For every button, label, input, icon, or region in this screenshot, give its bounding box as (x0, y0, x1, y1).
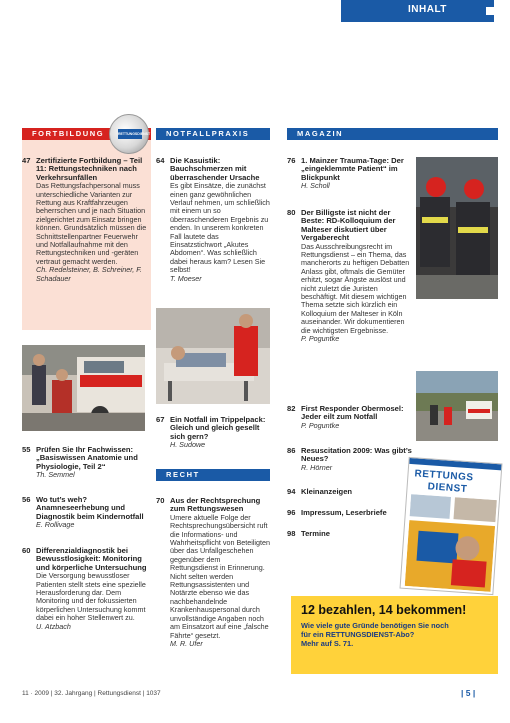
badge-label: RETTUNGSDIENST (118, 129, 142, 139)
page-number: 70 (156, 496, 165, 505)
page-number: 76 (287, 156, 296, 165)
photo-car-rescue (22, 345, 145, 431)
page-number: 98 (287, 529, 296, 538)
entry-author: P. Poguntke (301, 334, 340, 344)
column-magazin (287, 128, 498, 140)
section-header-recht: RECHT (156, 469, 270, 481)
entry-description: Es gibt Einsätze, die zunächst einen ganz gewöhnlichen Verlauf nehmen, um schließlich mit einem un so überraschenderen Ergebnis zu enden. In unserem konkreten Fall lautete das Einsatzstichwort „Akutes Abdomen“. Was schließlich dabei heraus kam? Lesen Sie selbst! (170, 181, 270, 275)
entry-author: R. Hörner (301, 462, 333, 472)
entry-author: Th. Semmel (36, 470, 75, 480)
photo-first-responder (416, 371, 498, 441)
toc-entry-64[interactable] (156, 157, 270, 283)
toc-entry-86[interactable] (287, 447, 413, 472)
issue-footer: 11 · 2009 | 32. Jahrgang | Rettungsdienst | 1037 (22, 690, 161, 697)
section-tab-label: INHALT (408, 4, 447, 15)
entry-author: P. Poguntke (301, 420, 340, 430)
entry-author: E. Rollivage (36, 520, 75, 530)
page-number: 55 (22, 445, 31, 454)
entry-description: Die Versorgung bewusstloser Patienten stellt stets eine spezielle Herausforderung dar. Dem Monitoring und der fokussierten körperlichen Untersuchung kommt dabei ein hoher Stellenwert zu. (36, 571, 146, 623)
toc-entry-55[interactable] (22, 446, 149, 480)
entry-title: Termine (301, 529, 330, 538)
entry-author: T. Moeser (170, 273, 202, 283)
entry-title: Prüfen Sie Ihr Fachwissen: „Basiswissen Anatomie und Physiologie, Teil 2“ (36, 445, 138, 471)
toc-entry-98[interactable] (287, 530, 397, 538)
promo-line-1: Wie viele gute Gründe benötigen Sie noch (301, 621, 449, 630)
section-tab-inhalt (341, 0, 498, 22)
promo-headline: 12 bezahlen, 14 bekommen! (301, 603, 467, 617)
entry-title: Differenzialdiagnostik bei Bewusstlosigkeit: Monitoring und körperliche Untersuchung (36, 546, 147, 572)
entry-title: Ein Notfall im Trippelpack: Gleich und gleich gesellt sich gern? (170, 415, 266, 441)
photo-firefighters (416, 157, 498, 299)
entry-title: Aus der Rechtsprechung zum Rettungswesen (170, 496, 261, 514)
entry-title: First Responder Obermosel: Jeder eilt zum Notfall (301, 404, 404, 422)
page-number: 86 (287, 446, 296, 455)
entry-title: Resuscitation 2009: Was gibt’s Neues? (301, 446, 412, 464)
entry-description: Das Ausschreibungsrecht im Rettungsdienst – ein Thema, das mancherorts zu heftigen Debatten Anlass gibt, oftmals die Gemüter erhitzt, sogar Ängste auslöst und nicht zuletzt die Juristen beschäftigt. Mit diesem wichtigen Thema setzte sich kürzlich ein Kolloquium der Malteser in Köln auseinander. Wir dokumentieren die wichtigsten Ergebnisse. (301, 241, 410, 335)
rettungsdienst-badge-logo (109, 114, 149, 154)
entry-title: 1. Mainzer Trauma-Tage: Der „eingeklemmte Patient“ im Blickpunkt (301, 156, 404, 182)
entry-author: H. Scholl (301, 181, 330, 191)
entry-title: Zertifizierte Fortbildung – Teil 11: Rettungstechniken nach Verkehrsunfällen (36, 156, 143, 182)
page-number: 47 (22, 156, 31, 165)
toc-entry-82[interactable] (287, 405, 413, 430)
toc-entry-94[interactable] (287, 488, 397, 496)
entry-title: Der Billigste ist nicht der Beste: RD-Kolloquium der Malteser diskutiert über Vergaberecht (301, 208, 396, 243)
entry-title: Impressum, Leserbriefe (301, 508, 387, 517)
plus-icon-vertical (494, 0, 502, 22)
promo-line-3: Mehr auf S. 71. (301, 639, 354, 648)
subscription-promo[interactable] (291, 596, 498, 674)
entry-author: U. Atzbach (36, 621, 71, 631)
page-number: 56 (22, 495, 31, 504)
section-header-magazin: MAGAZIN (287, 128, 498, 140)
magazine-cover (400, 457, 503, 595)
toc-entry-80[interactable] (287, 209, 413, 344)
entry-description: Umere aktuelle Folge der Rechtsprechungsübersicht ruft die Informations- und Wahrheitspflicht von Beteiligten über das Unfallgeschehen gegenüber dem Rettungsdienst in Erinnerung. Nicht selten werden Rettungsassistenten und Notärzte ebenso wie das nachbehandelnde Krankenhauspersonal durch unvollständige Angaben noch am Einsatzort auf eine „falsche Fährte“ gesetzt. (170, 512, 271, 640)
section-header-fortbildung: FORTBILDUNG (22, 128, 151, 140)
entry-description: Das Rettungsfachpersonal muss unterschiedliche Varianten zur Rettung aus Kraftfahrzeugen beherrschen und je nach Situation zielgerichtet zum Einsatz bringen können. Grundsätzlich müssen die Schnittstellenpartner Feuerwehr und Notfallaufnahme mit den Rettungstechniken und -geräten vertraut gemacht werden. (36, 181, 147, 266)
page-number-footer: | 5 | (461, 688, 476, 698)
toc-entry-76[interactable] (287, 157, 413, 191)
entry-author: H. Sudowe (170, 440, 206, 450)
column-recht (156, 469, 270, 481)
entry-author: M. R. Ufer (170, 638, 203, 648)
page-number: 60 (22, 546, 31, 555)
toc-entry-96[interactable] (287, 509, 397, 517)
entry-title: Kleinanzeigen (301, 487, 353, 496)
page-number: 82 (287, 404, 296, 413)
page-number: 80 (287, 208, 296, 217)
promo-line-2: für ein RETTUNGSDIENST-Abo? (301, 630, 415, 639)
page-number: 64 (156, 156, 165, 165)
entry-title: Die Kasuistik: Bauchschmerzen mit überraschender Ursache (170, 156, 260, 182)
entry-author: Ch. Redelsteiner, B. Schreiner, F. Schadauer (36, 265, 142, 283)
page-number: 67 (156, 415, 165, 424)
toc-entry-67[interactable] (156, 416, 270, 450)
photo-stretcher (156, 308, 270, 404)
toc-entry-60[interactable] (22, 547, 149, 631)
cover-image (405, 494, 497, 592)
toc-entry-70[interactable] (156, 497, 270, 648)
cover-title-1: RETTUNGS (414, 468, 474, 484)
entry-title: Wo tut’s weh? Anamneseerhebung und Diagnostik beim Kindernotfall (36, 495, 144, 521)
cover-title-2: DIENST (427, 481, 468, 496)
section-header-notfallpraxis: NOTFALLPRAXIS (156, 128, 270, 140)
column-notfallpraxis (156, 128, 270, 140)
page-number: 94 (287, 487, 296, 496)
toc-entry-56[interactable] (22, 496, 149, 530)
toc-entry-47[interactable] (22, 157, 149, 283)
page-number: 96 (287, 508, 296, 517)
